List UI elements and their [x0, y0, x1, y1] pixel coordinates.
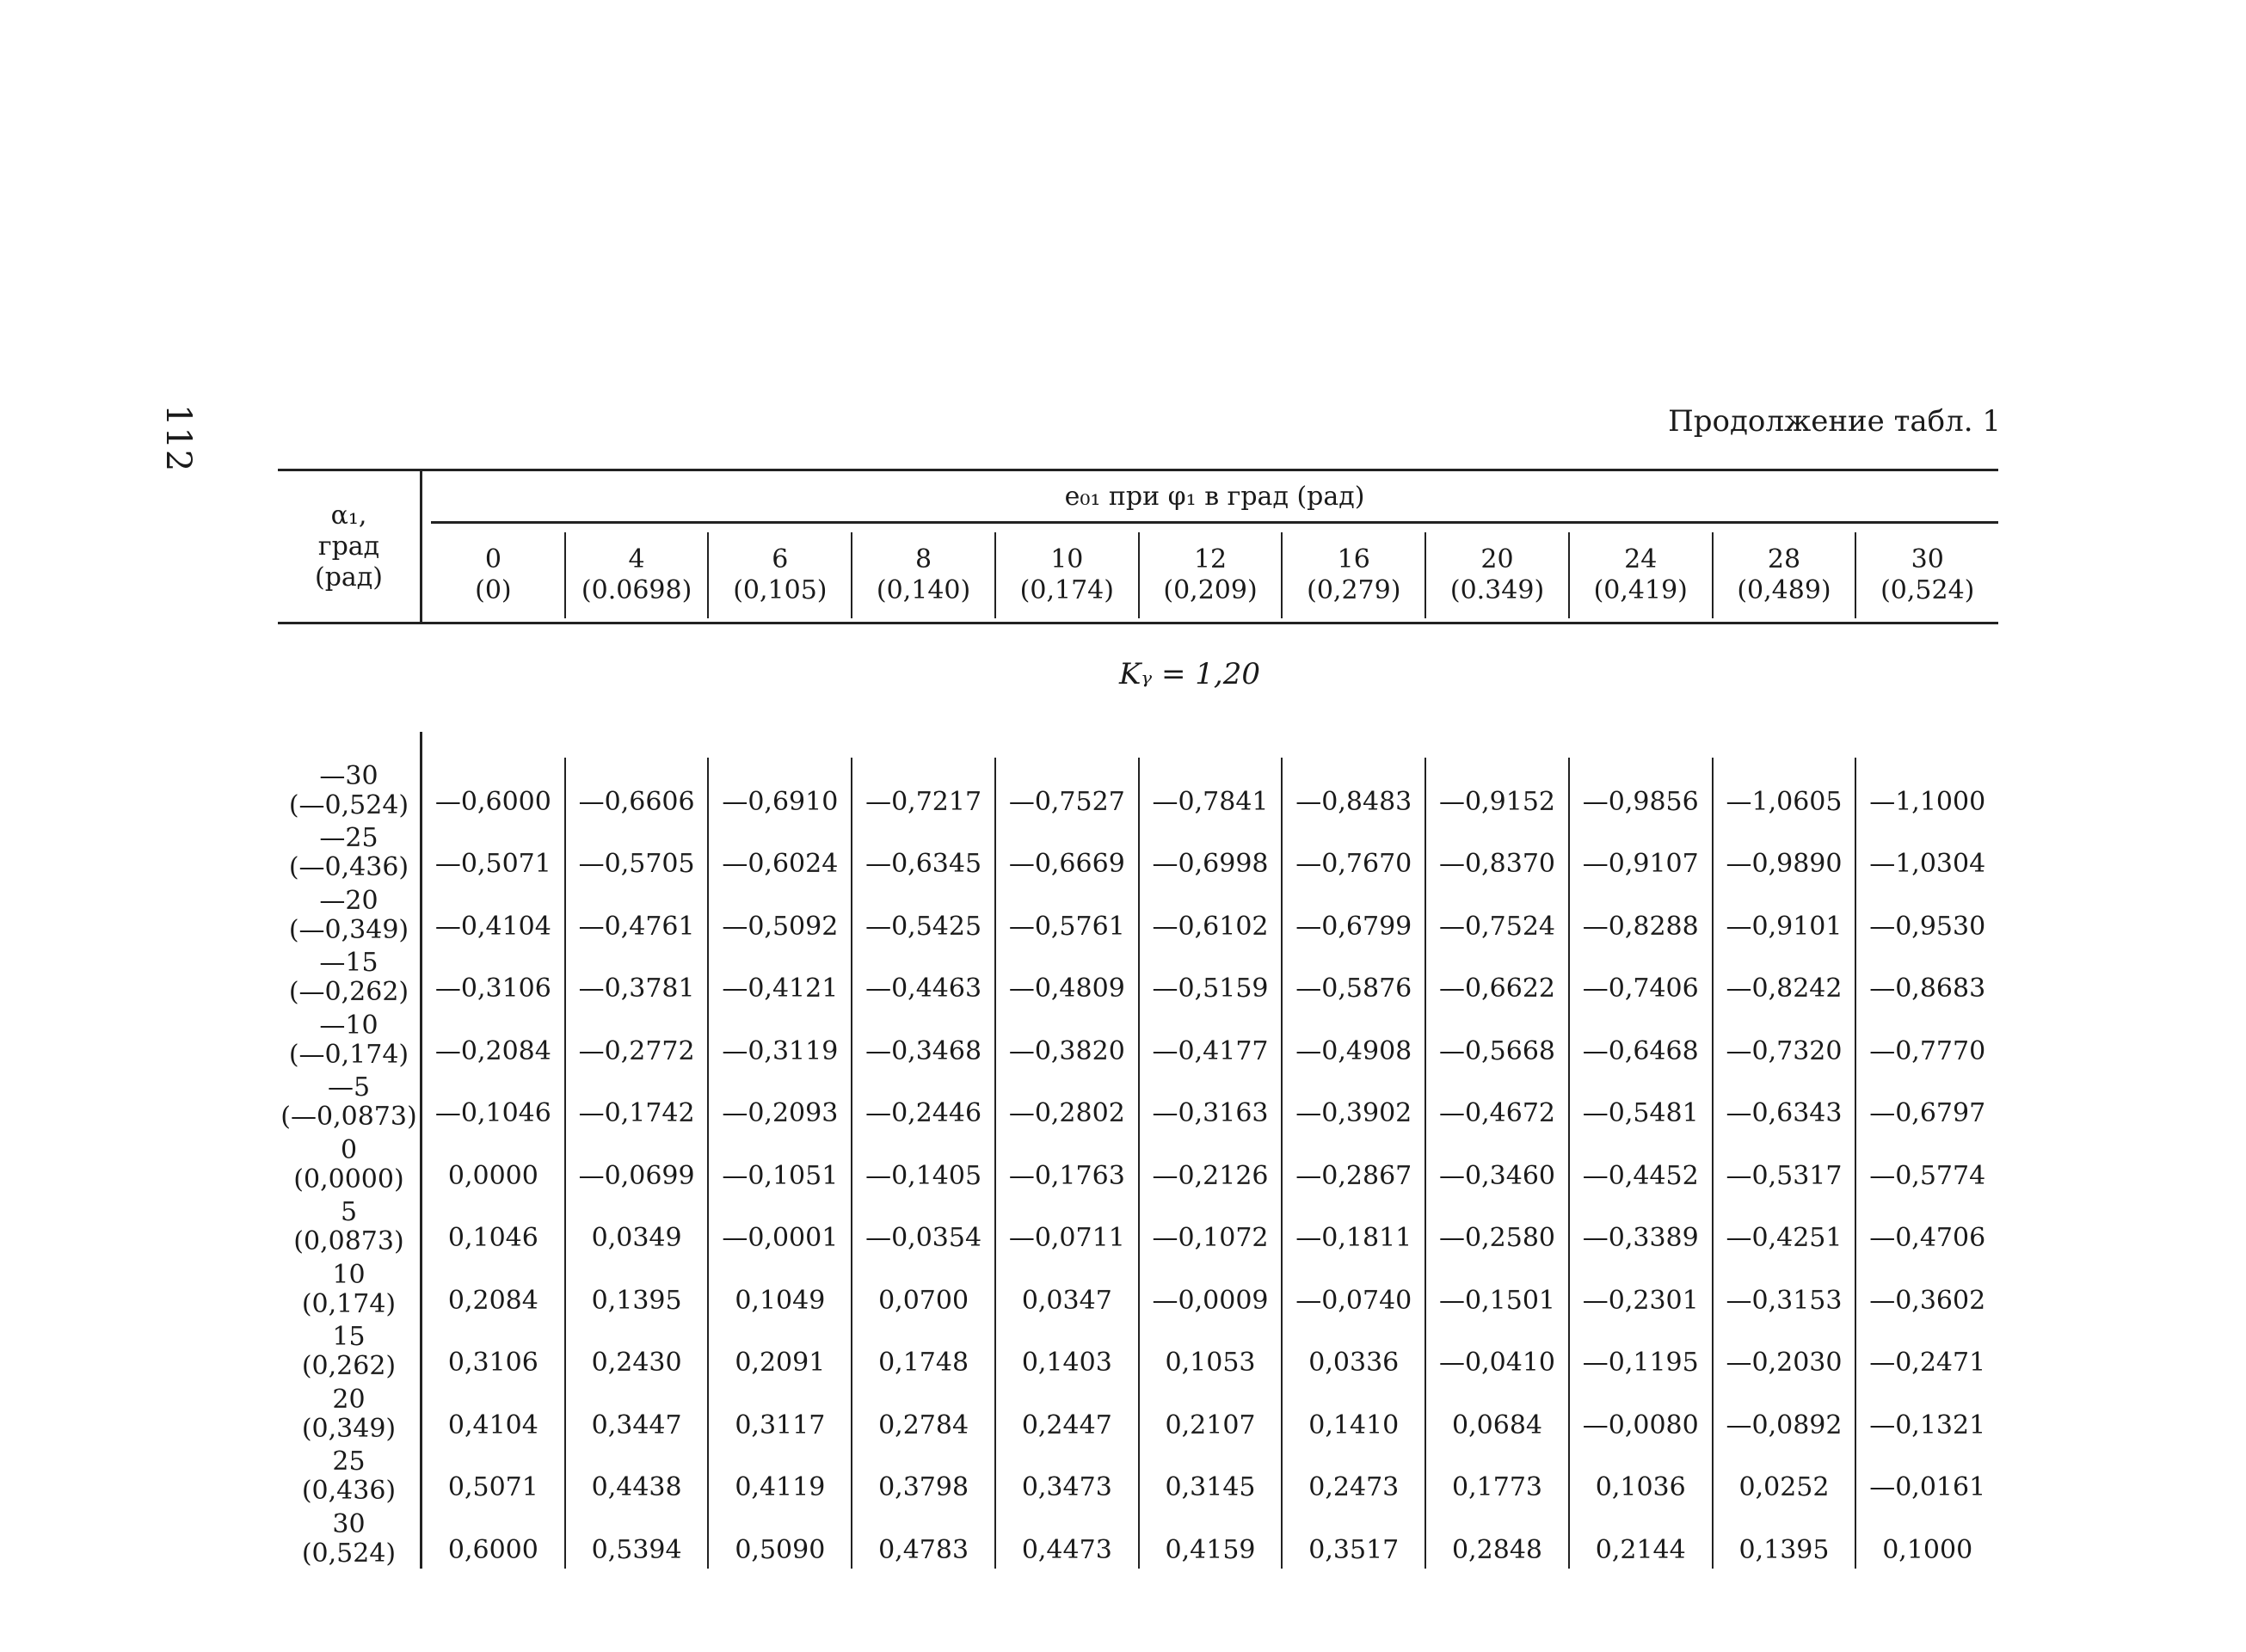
- table-cell: —0,2301: [1582, 1285, 1699, 1316]
- column-header: [422, 532, 566, 618]
- table-cell: —0,1501: [1439, 1285, 1555, 1316]
- column-header-deg: 28: [1767, 544, 1801, 574]
- table-cell: 0,2107: [1165, 1409, 1256, 1440]
- table-cell: —0,0740: [1295, 1285, 1412, 1316]
- data-column: [1570, 758, 1714, 1569]
- row-label-deg: —30: [319, 760, 378, 791]
- row-label: [278, 945, 420, 1008]
- table-cell: —0,6102: [1152, 911, 1269, 942]
- row-label: [278, 1194, 420, 1257]
- table-cell: —0,6622: [1439, 973, 1555, 1004]
- row-header-cell: [278, 471, 422, 622]
- table-cell: —0,4251: [1726, 1223, 1843, 1253]
- table-cell: —0,2772: [578, 1035, 695, 1066]
- table-cell: —0,3781: [578, 973, 695, 1004]
- table-cell: —0,6024: [722, 849, 839, 879]
- table-cell: —1,1000: [1869, 786, 1986, 817]
- column-header-rad: (0,279): [1307, 575, 1401, 605]
- table-cell: —0,1742: [578, 1098, 695, 1128]
- table-cell: 0,3117: [735, 1409, 826, 1440]
- data-column: [566, 758, 710, 1569]
- column-header: [1283, 532, 1426, 618]
- table-cell: —0,5761: [1008, 911, 1125, 942]
- table-cell: 0,3106: [447, 1348, 538, 1378]
- table-cell: —0,6606: [578, 786, 695, 817]
- row-label: [278, 1132, 420, 1194]
- column-header-deg: 16: [1337, 544, 1370, 574]
- table-cell: —0,6468: [1582, 1035, 1699, 1066]
- table-cell: —0,5668: [1439, 1035, 1555, 1066]
- row-label: [278, 882, 420, 945]
- table-cell: —0,0354: [865, 1223, 982, 1253]
- table-cell: 0,2784: [878, 1409, 969, 1440]
- table-cell: —0,2471: [1869, 1348, 1986, 1378]
- column-header: [1714, 532, 1857, 618]
- column-header: [566, 532, 710, 618]
- table-cell: —0,7406: [1582, 973, 1699, 1004]
- column-header-deg: 8: [915, 544, 932, 574]
- table-cell: 0,0252: [1738, 1472, 1830, 1502]
- data-column: [422, 758, 566, 1569]
- row-label: [278, 1319, 420, 1382]
- table-cell: —0,1051: [722, 1160, 839, 1191]
- column-group-title: e₀₁ при φ₁ в град (рад): [431, 471, 1998, 524]
- column-header-rad: (0,105): [733, 575, 828, 605]
- table-cell: —0,0001: [722, 1223, 839, 1253]
- table-cell: 0,0000: [447, 1160, 538, 1191]
- table-cell: 0,1395: [591, 1285, 682, 1316]
- table-cell: 0,4438: [591, 1472, 682, 1502]
- table-cell: —0,2580: [1439, 1223, 1555, 1253]
- row-label: [278, 1506, 420, 1569]
- table-cell: —1,0605: [1726, 786, 1843, 817]
- table-cell: 0,2084: [447, 1285, 538, 1316]
- data-table: [278, 469, 1998, 1569]
- row-label-rad: (0,0000): [293, 1164, 404, 1194]
- table-cell: 0,4783: [878, 1534, 969, 1565]
- row-labels: [278, 732, 420, 1569]
- table-cell: —0,7841: [1152, 786, 1269, 817]
- row-header-line: град: [317, 531, 380, 562]
- data-column: [1140, 758, 1283, 1569]
- data-column: [709, 758, 852, 1569]
- row-label-deg: —10: [319, 1010, 378, 1041]
- table-cell: 0,1773: [1452, 1472, 1542, 1502]
- table-cell: —0,6797: [1869, 1098, 1986, 1128]
- table-cell: —0,2867: [1295, 1160, 1412, 1191]
- table-cell: —0,5092: [722, 911, 839, 942]
- column-header-rad: (0,524): [1880, 575, 1975, 605]
- row-header-line: α₁,: [330, 500, 367, 531]
- table-cell: —0,2802: [1008, 1098, 1125, 1128]
- column-header: [1570, 532, 1714, 618]
- table-cell: —0,5481: [1582, 1098, 1699, 1128]
- table-cell: —0,0009: [1152, 1285, 1269, 1316]
- row-label-rad: (0,436): [301, 1476, 397, 1506]
- data-column: [1426, 758, 1570, 1569]
- table-cell: —0,5425: [865, 911, 982, 942]
- table-cell: —0,3820: [1008, 1035, 1125, 1066]
- table-cell: —0,0161: [1869, 1472, 1986, 1502]
- table-cell: 0,1049: [735, 1285, 826, 1316]
- table-cell: —0,0892: [1726, 1409, 1843, 1440]
- table-continuation-caption: Продолжение табл. 1: [1668, 404, 2001, 439]
- table-cell: —0,8683: [1869, 973, 1986, 1004]
- row-label-rad: (0,0873): [293, 1226, 404, 1256]
- table-cell: —0,3153: [1726, 1285, 1843, 1316]
- table-cell: —0,4463: [865, 973, 982, 1004]
- table-cell: —0,9890: [1726, 849, 1843, 879]
- row-label-deg: 30: [332, 1508, 366, 1539]
- table-cell: —0,1072: [1152, 1223, 1269, 1253]
- row-label-rad: (0,262): [301, 1351, 397, 1381]
- column-header-deg: 4: [628, 544, 645, 574]
- row-label-rad: (0,174): [301, 1288, 397, 1319]
- row-label-deg: 0: [340, 1134, 358, 1165]
- table-cell: —0,9101: [1726, 911, 1843, 942]
- table-cell: 0,1036: [1595, 1472, 1686, 1502]
- row-label-deg: 20: [332, 1384, 366, 1415]
- row-label: [278, 820, 420, 883]
- column-header: [1426, 532, 1570, 618]
- column-header-rad: (0.0698): [581, 575, 692, 605]
- table-cell: 0,4473: [1021, 1534, 1112, 1565]
- row-label-rad: (—0,262): [288, 977, 409, 1007]
- row-label: [278, 758, 420, 820]
- column-header-rad: (0,419): [1593, 575, 1688, 605]
- table-cell: —0,5876: [1295, 973, 1412, 1004]
- table-cell: —0,8483: [1295, 786, 1412, 817]
- data-column: [996, 758, 1140, 1569]
- table-cell: —0,4706: [1869, 1223, 1986, 1253]
- table-cell: —0,7320: [1726, 1035, 1843, 1066]
- row-label-deg: —5: [327, 1072, 371, 1102]
- row-label-rad: (0,524): [301, 1538, 397, 1569]
- column-header: [1140, 532, 1283, 618]
- table-cell: —0,4121: [722, 973, 839, 1004]
- row-label: [278, 1444, 420, 1507]
- table-cell: 0,2447: [1021, 1409, 1112, 1440]
- table-cell: —0,8242: [1726, 973, 1843, 1004]
- table-cell: —0,4672: [1439, 1098, 1555, 1128]
- table-cell: —0,3163: [1152, 1098, 1269, 1128]
- table-cell: —0,4908: [1295, 1035, 1412, 1066]
- column-headers: [422, 524, 1998, 622]
- table-cell: —0,4452: [1582, 1160, 1699, 1191]
- table-cell: 0,3447: [591, 1409, 682, 1440]
- table-cell: —0,9856: [1582, 786, 1699, 817]
- table-body: [278, 732, 1998, 1569]
- table-cell: —0,3468: [865, 1035, 982, 1066]
- table-cell: —0,7770: [1869, 1035, 1986, 1066]
- table-cell: —0,1046: [434, 1098, 551, 1128]
- table-cell: —0,2126: [1152, 1160, 1269, 1191]
- table-cell: 0,1000: [1882, 1534, 1973, 1565]
- table-cell: —0,4809: [1008, 973, 1125, 1004]
- data-column: [1714, 758, 1857, 1569]
- table-cell: —0,7217: [865, 786, 982, 817]
- table-cell: 0,2091: [735, 1348, 826, 1378]
- column-header-deg: 20: [1480, 544, 1514, 574]
- table-cell: —0,6000: [434, 786, 551, 817]
- column-header-rad: (0.349): [1449, 575, 1545, 605]
- table-cell: —0,6799: [1295, 911, 1412, 942]
- row-label-deg: 15: [332, 1322, 366, 1352]
- table-cell: —0,6669: [1008, 849, 1125, 879]
- table-cell: —0,8288: [1582, 911, 1699, 942]
- table-cell: 0,2144: [1595, 1534, 1686, 1565]
- row-label-deg: —25: [319, 823, 378, 853]
- table-cell: 0,4119: [735, 1472, 826, 1502]
- table-cell: 0,0347: [1021, 1285, 1112, 1316]
- table-cell: —0,3106: [434, 973, 551, 1004]
- table-cell: —0,7527: [1008, 786, 1125, 817]
- column-header: [709, 532, 852, 618]
- column-header: [996, 532, 1140, 618]
- table-cell: —0,3602: [1869, 1285, 1986, 1316]
- table-cell: —0,5159: [1152, 973, 1269, 1004]
- row-header-line: (рад): [315, 562, 383, 593]
- column-header-rad: (0,489): [1737, 575, 1831, 605]
- column-header-deg: 24: [1624, 544, 1658, 574]
- table-cell: —0,6345: [865, 849, 982, 879]
- table-cell: 0,0684: [1452, 1409, 1542, 1440]
- column-header: [852, 532, 996, 618]
- column-header-rad: (0): [475, 575, 512, 605]
- table-cell: —0,3119: [722, 1035, 839, 1066]
- row-label-deg: 25: [332, 1446, 366, 1477]
- table-cell: —0,6910: [722, 786, 839, 817]
- table-cell: 0,3517: [1308, 1534, 1400, 1565]
- table-cell: —0,2446: [865, 1098, 982, 1128]
- row-label: [278, 1007, 420, 1070]
- table-cell: 0,1046: [447, 1223, 538, 1253]
- table-cell: —1,0304: [1869, 849, 1986, 879]
- row-label: [278, 1381, 420, 1444]
- table-cell: 0,3473: [1021, 1472, 1112, 1502]
- table-cell: —0,4104: [434, 911, 551, 942]
- row-label-deg: 5: [340, 1197, 358, 1227]
- column-header-area: [422, 471, 1998, 622]
- data-column: [1283, 758, 1426, 1569]
- table-cell: —0,6343: [1726, 1098, 1843, 1128]
- data-grid: [420, 732, 1998, 1569]
- column-header-deg: 30: [1911, 544, 1944, 574]
- data-column: [852, 758, 996, 1569]
- table-cell: —0,7524: [1439, 911, 1555, 942]
- table-cell: 0,5090: [735, 1534, 826, 1565]
- row-label-rad: (—0,436): [288, 852, 409, 882]
- row-label-deg: —20: [319, 885, 378, 916]
- table-cell: —0,1811: [1295, 1223, 1412, 1253]
- table-cell: —0,1321: [1869, 1409, 1986, 1440]
- table-cell: —0,8370: [1439, 849, 1555, 879]
- column-header: [1856, 532, 1998, 618]
- table-cell: 0,2848: [1452, 1534, 1542, 1565]
- table-cell: 0,2430: [591, 1348, 682, 1378]
- row-label-rad: (—0,524): [288, 789, 409, 820]
- table-cell: —0,4177: [1152, 1035, 1269, 1066]
- table-cell: 0,5394: [591, 1534, 682, 1565]
- table-cell: —0,5774: [1869, 1160, 1986, 1191]
- data-column: [1856, 758, 1998, 1569]
- table-cell: 0,6000: [447, 1534, 538, 1565]
- table-cell: —0,9107: [1582, 849, 1699, 879]
- table-cell: 0,1395: [1738, 1534, 1830, 1565]
- table-cell: 0,1403: [1021, 1348, 1112, 1378]
- column-header-deg: 10: [1050, 544, 1084, 574]
- table-cell: —0,2093: [722, 1098, 839, 1128]
- table-cell: —0,7670: [1295, 849, 1412, 879]
- table-cell: —0,5705: [578, 849, 695, 879]
- table-cell: —0,6998: [1152, 849, 1269, 879]
- row-label-rad: (0,349): [301, 1413, 397, 1444]
- table-cell: —0,3460: [1439, 1160, 1555, 1191]
- table-header: [278, 471, 1998, 622]
- table-cell: —0,0410: [1439, 1348, 1555, 1378]
- row-label: [278, 1070, 420, 1133]
- table-cell: 0,4104: [447, 1409, 538, 1440]
- table-cell: —0,3389: [1582, 1223, 1699, 1253]
- table-cell: —0,5071: [434, 849, 551, 879]
- table-cell: —0,2030: [1726, 1348, 1843, 1378]
- table-cell: —0,1405: [865, 1160, 982, 1191]
- table-cell: —0,3902: [1295, 1098, 1412, 1128]
- table-cell: 0,1410: [1308, 1409, 1400, 1440]
- table-cell: —0,5317: [1726, 1160, 1843, 1191]
- table-cell: 0,3798: [878, 1472, 969, 1502]
- table-cell: —0,0080: [1582, 1409, 1699, 1440]
- row-label: [278, 1256, 420, 1319]
- table-cell: 0,4159: [1165, 1534, 1256, 1565]
- column-header-rad: (0,174): [1019, 575, 1114, 605]
- page-number: 112: [158, 404, 198, 473]
- row-label-rad: (—0,174): [288, 1039, 409, 1070]
- table-cell: 0,0349: [591, 1223, 682, 1253]
- row-label-deg: —15: [319, 948, 378, 978]
- table-cell: 0,1053: [1165, 1348, 1256, 1378]
- row-label-rad: (—0,349): [288, 914, 409, 945]
- table-cell: —0,4761: [578, 911, 695, 942]
- column-header-deg: 6: [772, 544, 789, 574]
- section-label: Kᵧ = 1,20: [1118, 656, 1260, 691]
- column-header-rad: (0,140): [876, 575, 971, 605]
- table-cell: —0,0699: [578, 1160, 695, 1191]
- table-cell: —0,9152: [1439, 786, 1555, 817]
- table-cell: 0,5071: [447, 1472, 538, 1502]
- table-cell: —0,1195: [1582, 1348, 1699, 1378]
- table-cell: —0,1763: [1008, 1160, 1125, 1191]
- table-cell: —0,2084: [434, 1035, 551, 1066]
- table-cell: 0,2473: [1308, 1472, 1400, 1502]
- table-cell: 0,3145: [1165, 1472, 1256, 1502]
- table-cell: 0,1748: [878, 1348, 969, 1378]
- column-header-rad: (0,209): [1163, 575, 1258, 605]
- table-cell: —0,9530: [1869, 911, 1986, 942]
- column-header-deg: 12: [1193, 544, 1228, 574]
- table-cell: 0,0700: [878, 1285, 969, 1316]
- column-header-deg: 0: [484, 544, 502, 574]
- table-cell: —0,0711: [1008, 1223, 1125, 1253]
- row-label-deg: 10: [332, 1259, 366, 1290]
- row-label-rad: (—0,0873): [280, 1102, 417, 1132]
- table-cell: 0,0336: [1308, 1348, 1400, 1378]
